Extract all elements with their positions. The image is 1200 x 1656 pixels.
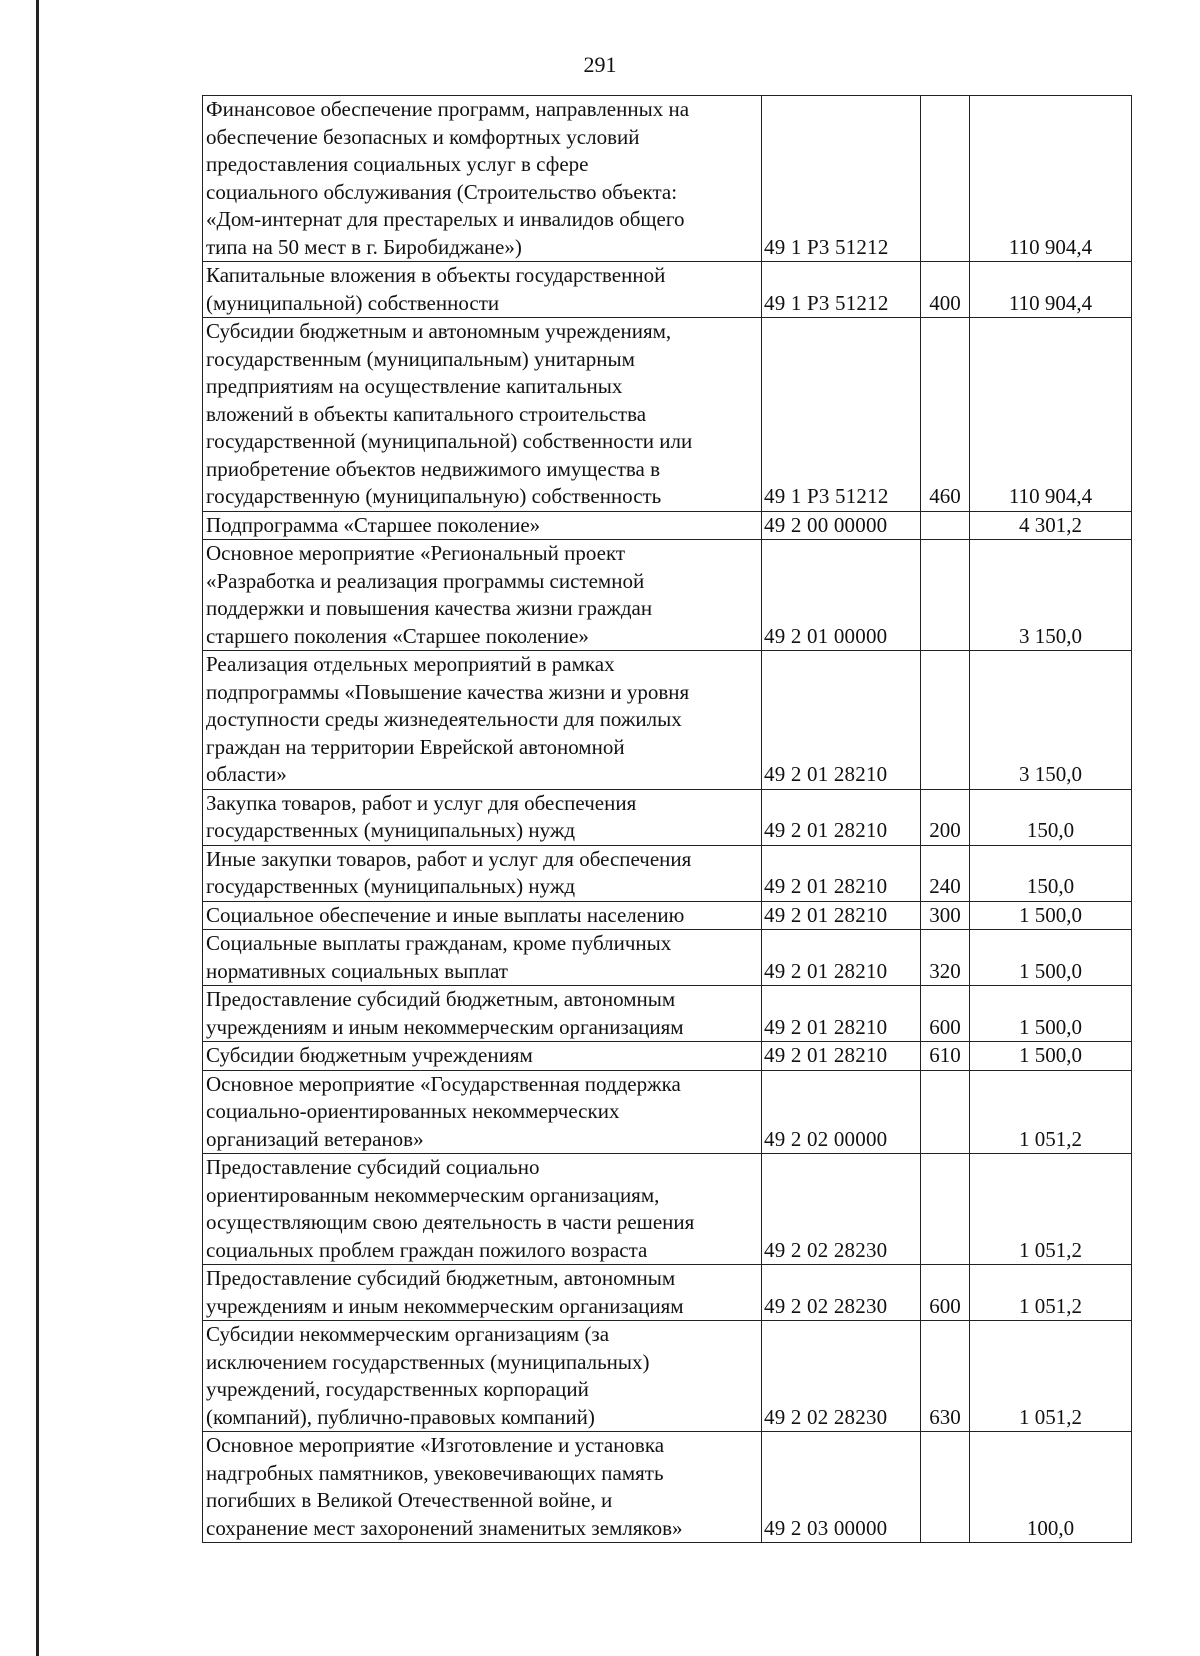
row-expense-type-cell — [921, 540, 970, 651]
row-amount-cell: 110 904,4 — [970, 318, 1132, 512]
row-name-cell: Финансовое обеспечение программ, направленных на обеспечение безопасных и комфортных условий предоставления социальных услуг в сфере социального обслуживания (Строительство объекта: «Дом-интернат для престарелых и инвалидов общего типа на 50 мест в г. Биробиджане») — [203, 96, 762, 262]
page-number: 291 — [583, 52, 617, 77]
row-amount-cell: 3 150,0 — [970, 651, 1132, 790]
row-expense-type-cell — [921, 1154, 970, 1265]
table-row — [203, 901, 1132, 930]
row-name-cell: Предоставление субсидий социально ориентированным некоммерческим организациям, осуществляющим свою деятельность в части решения социальных проблем граждан пожилого возраста — [203, 1154, 762, 1265]
row-amount-cell: 1 500,0 — [970, 986, 1132, 1042]
row-expense-type-cell: 200 — [921, 789, 970, 845]
row-code-cell: 49 2 02 00000 — [762, 1070, 921, 1154]
row-name-cell: Основное мероприятие «Региональный проект «Разработка и реализация программы системной поддержки и повышения качества жизни граждан старшего поколения «Старшее поколение» — [203, 540, 762, 651]
table-row — [203, 1042, 1132, 1071]
row-code-cell: 49 2 01 28210 — [762, 845, 921, 901]
row-name-cell: Реализация отдельных мероприятий в рамках подпрограммы «Повышение качества жизни и уровня доступности среды жизнедеятельности для пожилых граждан на территории Еврейской автономной области» — [203, 651, 762, 790]
row-expense-type-cell: 610 — [921, 1042, 970, 1071]
table-row — [203, 1321, 1132, 1432]
row-code-cell: 49 2 00 00000 — [762, 511, 921, 540]
row-expense-type-cell — [921, 1432, 970, 1543]
row-name-cell: Социальное обеспечение и иные выплаты населению — [203, 901, 762, 930]
row-name-cell: Основное мероприятие «Государственная поддержка социально-ориентированных некоммерческих организаций ветеранов» — [203, 1070, 762, 1154]
row-code-cell: 49 2 02 28230 — [762, 1154, 921, 1265]
row-amount-cell: 1 051,2 — [970, 1154, 1132, 1265]
row-amount-cell: 4 301,2 — [970, 511, 1132, 540]
row-amount-cell: 110 904,4 — [970, 96, 1132, 262]
row-code-cell: 49 2 01 28210 — [762, 651, 921, 790]
row-name-cell: Социальные выплаты гражданам, кроме публичных нормативных социальных выплат — [203, 930, 762, 986]
row-expense-type-cell: 600 — [921, 986, 970, 1042]
row-name-cell: Субсидии некоммерческим организациям (за исключением государственных (муниципальных) учреждений, государственных корпораций (компаний), публично-правовых компаний) — [203, 1321, 762, 1432]
table-body — [203, 96, 1132, 1543]
table-row — [203, 651, 1132, 790]
table-row — [203, 789, 1132, 845]
table-row — [203, 511, 1132, 540]
table-row — [203, 986, 1132, 1042]
row-name-cell: Предоставление субсидий бюджетным, автономным учреждениям и иным некоммерческим организациям — [203, 1265, 762, 1321]
row-expense-type-cell: 300 — [921, 901, 970, 930]
table-row — [203, 96, 1132, 262]
row-name-cell: Закупка товаров, работ и услуг для обеспечения государственных (муниципальных) нужд — [203, 789, 762, 845]
row-amount-cell: 150,0 — [970, 845, 1132, 901]
row-expense-type-cell: 460 — [921, 318, 970, 512]
row-name-cell: Субсидии бюджетным и автономным учреждениям, государственным (муниципальным) унитарным предприятиям на осуществление капитальных вложений в объекты капитального строительства государственной (муниципальной) собственности или приобретение объектов недвижимого имущества в государственную (муниципальную) собственность — [203, 318, 762, 512]
table-row — [203, 1070, 1132, 1154]
row-amount-cell: 1 500,0 — [970, 1042, 1132, 1071]
row-code-cell: 49 2 01 28210 — [762, 986, 921, 1042]
row-expense-type-cell — [921, 96, 970, 262]
row-amount-cell: 110 904,4 — [970, 262, 1132, 318]
row-code-cell: 49 2 01 28210 — [762, 1042, 921, 1071]
row-expense-type-cell: 600 — [921, 1265, 970, 1321]
row-amount-cell: 1 500,0 — [970, 930, 1132, 986]
table-row — [203, 845, 1132, 901]
row-code-cell: 49 2 01 28210 — [762, 789, 921, 845]
row-expense-type-cell — [921, 511, 970, 540]
budget-table — [202, 95, 1132, 1543]
row-amount-cell: 1 051,2 — [970, 1321, 1132, 1432]
row-expense-type-cell — [921, 1070, 970, 1154]
row-code-cell: 49 2 02 28230 — [762, 1321, 921, 1432]
row-name-cell: Субсидии бюджетным учреждениям — [203, 1042, 762, 1071]
table-row — [203, 540, 1132, 651]
row-expense-type-cell: 240 — [921, 845, 970, 901]
table-row — [203, 1154, 1132, 1265]
row-expense-type-cell: 320 — [921, 930, 970, 986]
row-code-cell: 49 2 01 28210 — [762, 930, 921, 986]
row-expense-type-cell — [921, 651, 970, 790]
row-amount-cell: 150,0 — [970, 789, 1132, 845]
row-code-cell: 49 1 P3 51212 — [762, 318, 921, 512]
row-name-cell: Капитальные вложения в объекты государственной (муниципальной) собственности — [203, 262, 762, 318]
row-amount-cell: 1 051,2 — [970, 1265, 1132, 1321]
row-name-cell: Основное мероприятие «Изготовление и установка надгробных памятников, увековечивающих память погибших в Великой Отечественной войне, и сохранение мест захоронений знаменитых земляков» — [203, 1432, 762, 1543]
row-code-cell: 49 2 03 00000 — [762, 1432, 921, 1543]
row-expense-type-cell: 400 — [921, 262, 970, 318]
table-row — [203, 1432, 1132, 1543]
row-code-cell: 49 1 P3 51212 — [762, 262, 921, 318]
row-code-cell: 49 2 02 28230 — [762, 1265, 921, 1321]
row-expense-type-cell: 630 — [921, 1321, 970, 1432]
row-amount-cell: 1 500,0 — [970, 901, 1132, 930]
page-edge-rule — [36, 0, 39, 1656]
table-row — [203, 1265, 1132, 1321]
row-code-cell: 49 2 01 28210 — [762, 901, 921, 930]
row-code-cell: 49 2 01 00000 — [762, 540, 921, 651]
row-name-cell: Иные закупки товаров, работ и услуг для обеспечения государственных (муниципальных) нужд — [203, 845, 762, 901]
table-row — [203, 262, 1132, 318]
row-amount-cell: 100,0 — [970, 1432, 1132, 1543]
row-amount-cell: 3 150,0 — [970, 540, 1132, 651]
table-row — [203, 318, 1132, 512]
row-amount-cell: 1 051,2 — [970, 1070, 1132, 1154]
row-name-cell: Подпрограмма «Старшее поколение» — [203, 511, 762, 540]
table-row — [203, 930, 1132, 986]
row-name-cell: Предоставление субсидий бюджетным, автономным учреждениям и иным некоммерческим организациям — [203, 986, 762, 1042]
row-code-cell: 49 1 P3 51212 — [762, 96, 921, 262]
